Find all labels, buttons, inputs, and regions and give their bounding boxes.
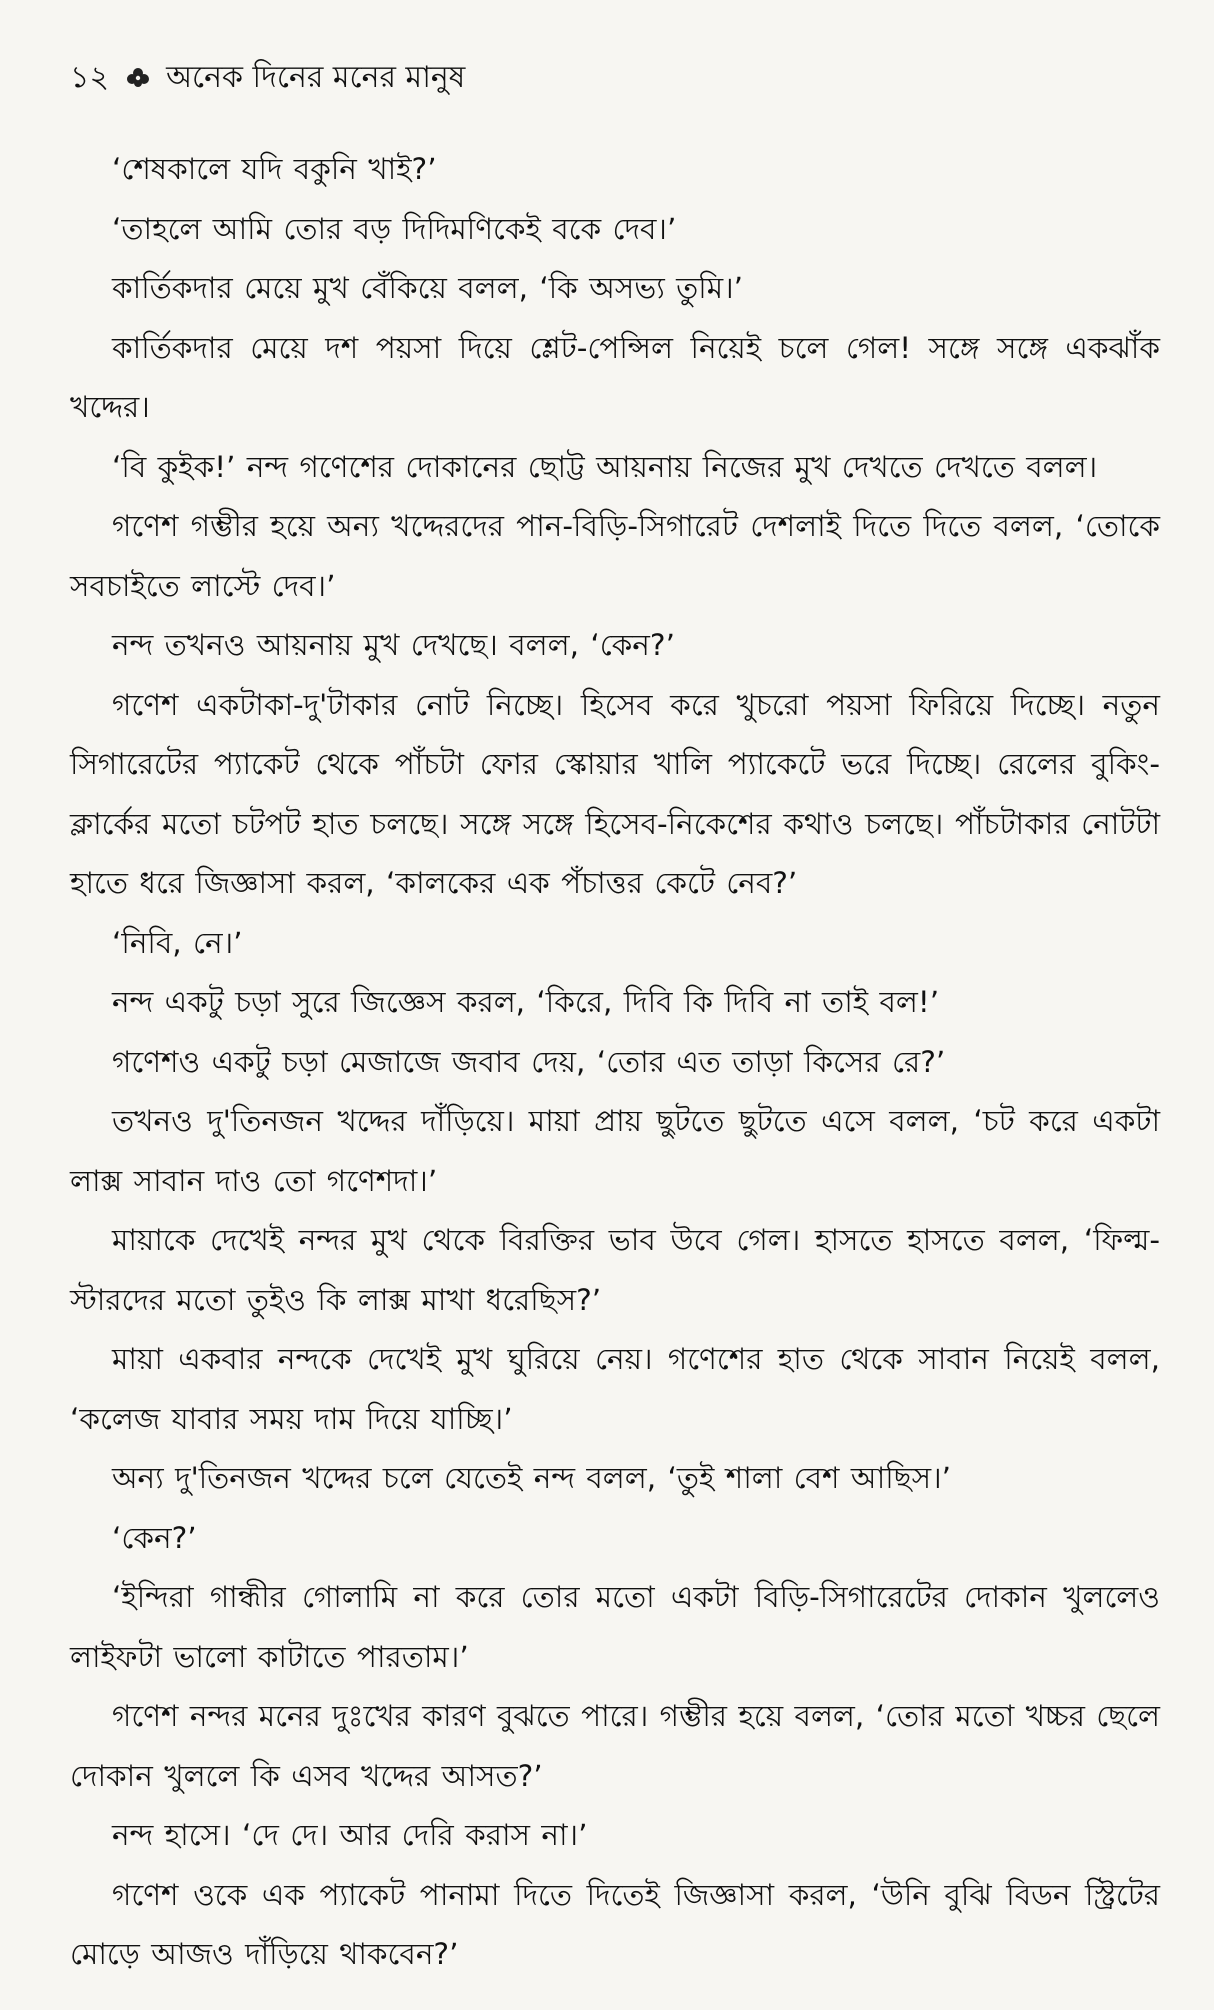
- paragraph: অন্য দু'তিনজন খদ্দের চলে যেতেই নন্দ বলল, ‘তুই শালা বেশ আছিস।’: [112, 1461, 952, 1495]
- paragraph: ‘শেষকালে যদি বকুনি খাই?’: [112, 152, 437, 186]
- paragraph: মায়া একবার নন্দকে দেখেই মুখ ঘুরিয়ে নেয়। গণেশের হাত থেকে সাবান নিয়েই বলল, ‘কলেজ যাবার সময় দাম দিয়ে যাচ্ছি।’: [70, 1342, 1160, 1436]
- paragraph: ‘নিবি, নে।’: [112, 925, 243, 960]
- flower-ornament-icon: [125, 65, 151, 91]
- paragraph: গণেশ নন্দর মনের দুঃখের কারণ বুঝতে পারে। গম্ভীর হয়ে বলল, ‘তোর মতো খচ্চর ছেলে দোকান খুললে কি এসব খদ্দের আসত?’: [70, 1699, 1160, 1793]
- page-number: ১২: [70, 60, 109, 95]
- paragraph: ‘বি কুইক!’ নন্দ গণেশের দোকানের ছোট্ট আয়নায় নিজের মুখ দেখতে দেখতে বলল।: [112, 449, 1098, 484]
- paragraph: গণেশও একটু চড়া মেজাজে জবাব দেয়, ‘তোর এত তাড়া কিসের রে?’: [112, 1044, 946, 1079]
- paragraph: নন্দ তখনও আয়নায় মুখ দেখছে। বলল, ‘কেন?’: [112, 628, 675, 662]
- body-text: [70, 140, 1160, 1985]
- paragraph: গণেশ গম্ভীর হয়ে অন্য খদ্দেরদের পান-বিড়ি-সিগারেট দেশলাই দিতে দিতে বলল, ‘তোকে সবচাইতে লাস্টে দেব।’: [70, 509, 1160, 603]
- book-title: অনেক দিনের মনের মানুষ: [166, 60, 466, 95]
- paragraph: কার্তিকদার মেয়ে মুখ বেঁকিয়ে বলল, ‘কি অসভ্য তুমি।’: [112, 271, 744, 305]
- paragraph: ‘তাহলে আমি তোর বড় দিদিমণিকেই বকে দেব।’: [112, 211, 677, 246]
- paragraph: তখনও দু'তিনজন খদ্দের দাঁড়িয়ে। মায়া প্রায় ছুটতে ছুটতে এসে বলল, ‘চট করে একটা লাক্স সাবান দাও তো গণেশদা।’: [70, 1104, 1160, 1198]
- paragraph: নন্দ হাসে। ‘দে দে। আর দেরি করাস না।’: [112, 1818, 588, 1852]
- running-header: [70, 58, 465, 98]
- paragraph: ‘কেন?’: [112, 1520, 197, 1555]
- paragraph: ‘ইন্দিরা গান্ধীর গোলামি না করে তোর মতো একটা বিড়ি-সিগারেটের দোকান খুললেও লাইফটা ভালো কাটাতে পারতাম।’: [70, 1580, 1160, 1674]
- paragraph: নন্দ একটু চড়া সুরে জিজ্ঞেস করল, ‘কিরে, দিবি কি দিবি না তাই বল!’: [112, 985, 940, 1019]
- paragraph: মায়াকে দেখেই নন্দর মুখ থেকে বিরক্তির ভাব উবে গেল। হাসতে হাসতে বলল, ‘ফিল্ম-স্টারদের মতো তুইও কি লাক্স মাখা ধরেছিস?’: [70, 1223, 1160, 1317]
- paragraph: কার্তিকদার মেয়ে দশ পয়সা দিয়ে শ্লেট-পেন্সিল নিয়েই চলে গেল! সঙ্গে সঙ্গে একঝাঁক খদ্দের।: [70, 330, 1160, 424]
- paragraph: গণেশ ওকে এক প্যাকেট পানামা দিতে দিতেই জিজ্ঞাসা করল, ‘উনি বুঝি বিডন স্ট্রিটের মোড়ে আজও দাঁড়িয়ে থাকবেন?’: [70, 1877, 1160, 1971]
- paragraph: গণেশ একটাকা-দু'টাকার নোট নিচ্ছে। হিসেব করে খুচরো পয়সা ফিরিয়ে দিচ্ছে। নতুন সিগারেটের প্যাকেট থেকে পাঁচটা ফোর স্কোয়ার খালি প্যাকেটে ভরে দিচ্ছে। রেলের বুকিং-ক্লার্কের মতো চটপট হাত চলছে। সঙ্গে সঙ্গে হিসেব-নিকেশের কথাও চলছে। পাঁচটাকার নোটটা হাতে ধরে জিজ্ঞাসা করল, ‘কালকের এক পঁচাত্তর কেটে নেব?’: [70, 687, 1160, 900]
